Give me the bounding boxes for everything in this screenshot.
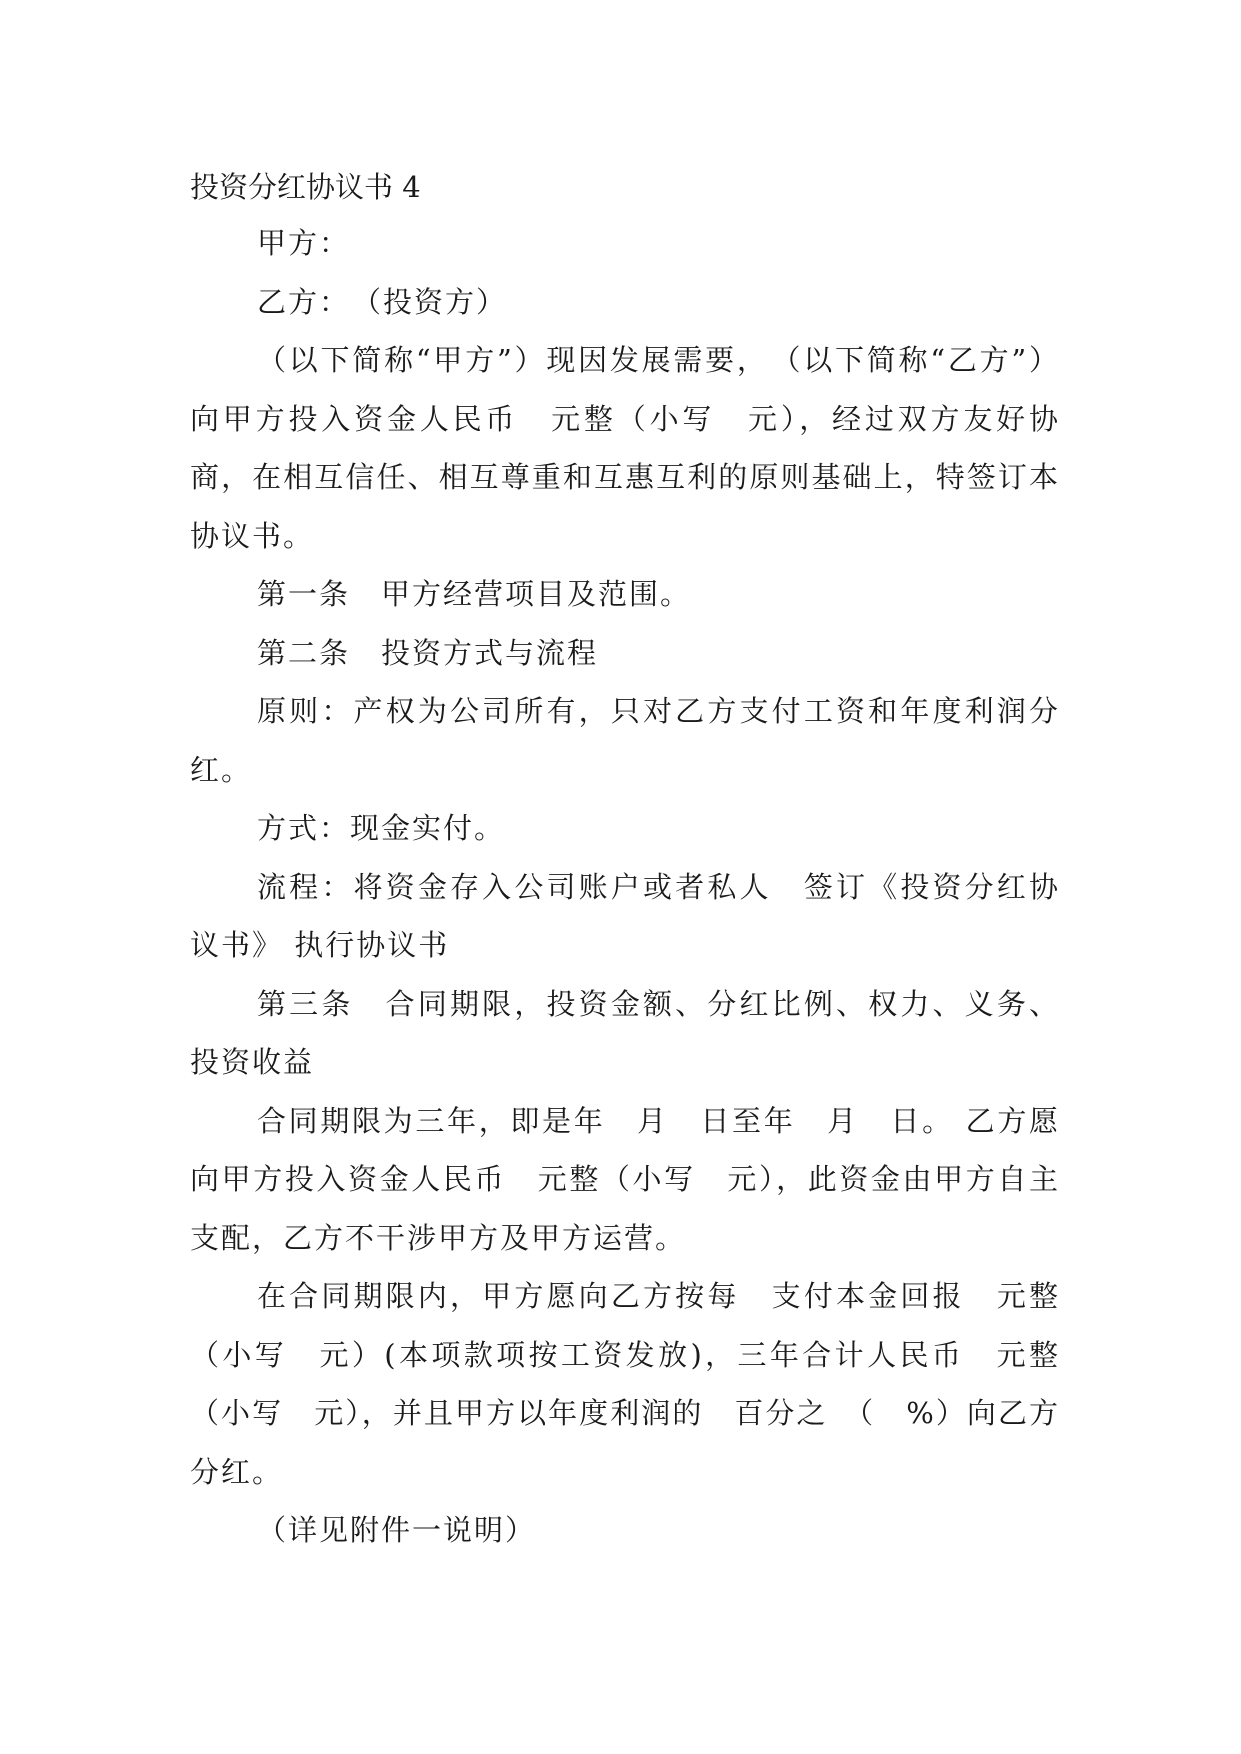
method-paragraph: 方式：现金实付。 — [257, 811, 506, 845]
appendix-note: （详见附件一说明） — [257, 1513, 537, 1547]
document-page — [190, 160, 1060, 1560]
article-two-heading: 第二条 投资方式与流程 — [257, 635, 599, 670]
process-paragraph: 流程：将资金存入公司账户或者私人 签订《投资分红协议书》 执行协议书 — [190, 869, 1060, 962]
party-b-line: 乙方： （投资方） — [257, 284, 508, 319]
article-three-heading: 第三条 合同期限，投资金额、分红比例、权力、义务、投资收益 — [190, 986, 1060, 1079]
term-paragraph: 合同期限为三年，即是年 月 日至年 月 日。 乙方愿向甲方投入资金人民币 元整（小写 元），此资金由甲方自主支配，乙方不干涉甲方及甲方运营。 — [190, 1103, 1060, 1255]
party-a-line: 甲方： — [257, 226, 351, 260]
article-one-heading: 第一条 甲方经营项目及范围。 — [257, 577, 692, 611]
document-title: 投资分红协议书 4 — [190, 170, 421, 204]
preamble-paragraph: （以下简称“甲方”）现因发展需要， （以下简称“乙方”）向甲方投入资金人民币 元整（小写 元），经过双方友好协商，在相互信任、相互尊重和互惠互利的原则基础上，特签订本协议书。 — [190, 343, 1060, 553]
principle-paragraph: 原则：产权为公司所有，只对乙方支付工资和年度利润分红。 — [190, 694, 1060, 787]
dividend-paragraph: 在合同期限内，甲方愿向乙方按每 支付本金回报 元整（小写 元）(本项款项按工资发放)，三年合计人民币 元整（小写 元），并且甲方以年度利润的 百分之 （ %）向乙方分红。 — [190, 1279, 1060, 1489]
